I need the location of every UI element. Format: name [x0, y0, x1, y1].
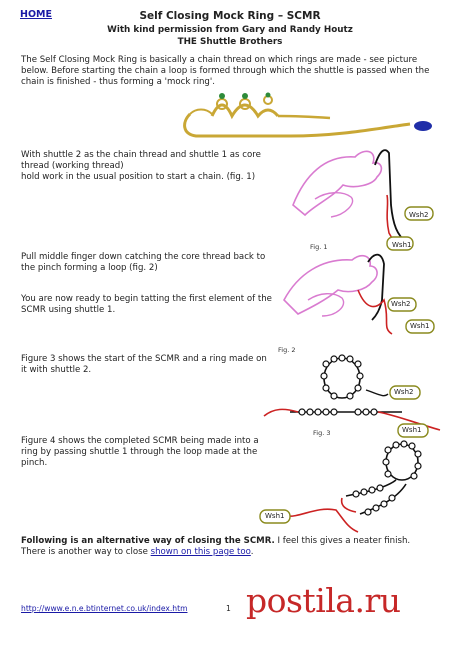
home-link[interactable]: HOME [20, 9, 52, 20]
fig3-caption: Fig. 3 [313, 429, 331, 437]
fig4-wsh1-tag: Wsh1 [265, 512, 285, 520]
fig1-wsh1-tag: Wsh1 [392, 241, 412, 249]
figure-2-hand [272, 250, 452, 350]
watermark-text-before: postila [246, 581, 355, 620]
fig1-wsh2-tag: Wsh2 [409, 211, 429, 219]
fig2-caption: Fig. 2 [278, 346, 296, 354]
scmr-sample-picture [0, 86, 460, 146]
step-6-text: Figure 4 shows the completed SCMR being made into a ring by passing shuttle 1 through the loop made at the pinch. [21, 436, 259, 468]
step-1-text: With shuttle 2 as the chain thread and shuttle 1 as core thread (working thread) [21, 150, 261, 171]
watermark-text-after: ru [364, 581, 401, 620]
footer-url-link[interactable]: http://www.e.n.e.btinternet.co.uk/index.htm [21, 604, 188, 613]
page-number: 1 [226, 604, 231, 613]
fig2-wsh2-tag: Wsh2 [391, 300, 411, 308]
step-2-text: hold work in the usual position to start a chain. (fig. 1) [21, 172, 256, 182]
step-5-text: Figure 3 shows the start of the SCMR and a ring made on it with shuttle 2. [21, 354, 267, 375]
fig3-wsh2-tag: Wsh2 [394, 388, 414, 396]
fig2-wsh1-tag: Wsh1 [410, 322, 430, 330]
alternative-rest: I feel this gives a neater finish. [274, 536, 411, 546]
page-subtitle: With kind permission from Gary and Randy Houtz [107, 25, 353, 35]
page-byline: THE Shuttle Brothers [177, 37, 283, 47]
step-4-text: You are now ready to begin tatting the first element of the SCMR using shuttle 1. [21, 294, 272, 315]
fig1-caption: Fig. 1 [310, 243, 328, 251]
alternative-line2-suffix: . [250, 547, 254, 557]
postila-watermark [246, 580, 401, 622]
figure-1-hand [285, 145, 460, 255]
alternative-paragraph [21, 536, 439, 558]
intro-paragraph: The Self Closing Mock Ring is basically a chain thread on which rings are made - see picture below. Before starting the chain a loop is formed through which the shuttle is passed when the chain is finished - thus forming a 'mock ring'. [21, 55, 430, 87]
watermark-dot: . [354, 581, 365, 620]
fig3-wsh1-tag: Wsh1 [402, 426, 422, 434]
alternative-heading: Following is an alternative way of closing the SCMR. [21, 536, 275, 546]
alternative-link[interactable]: shown on this page too [150, 547, 251, 557]
figure-4-tatting [256, 436, 456, 536]
figure-3-tatting [262, 350, 452, 440]
step-3-text: Pull middle finger down catching the core thread back to the pinch forming a loop (fig. 2) [21, 252, 266, 273]
alternative-line2-prefix: There is another way to close [21, 547, 151, 557]
page-title: Self Closing Mock Ring – SCMR [139, 10, 321, 22]
